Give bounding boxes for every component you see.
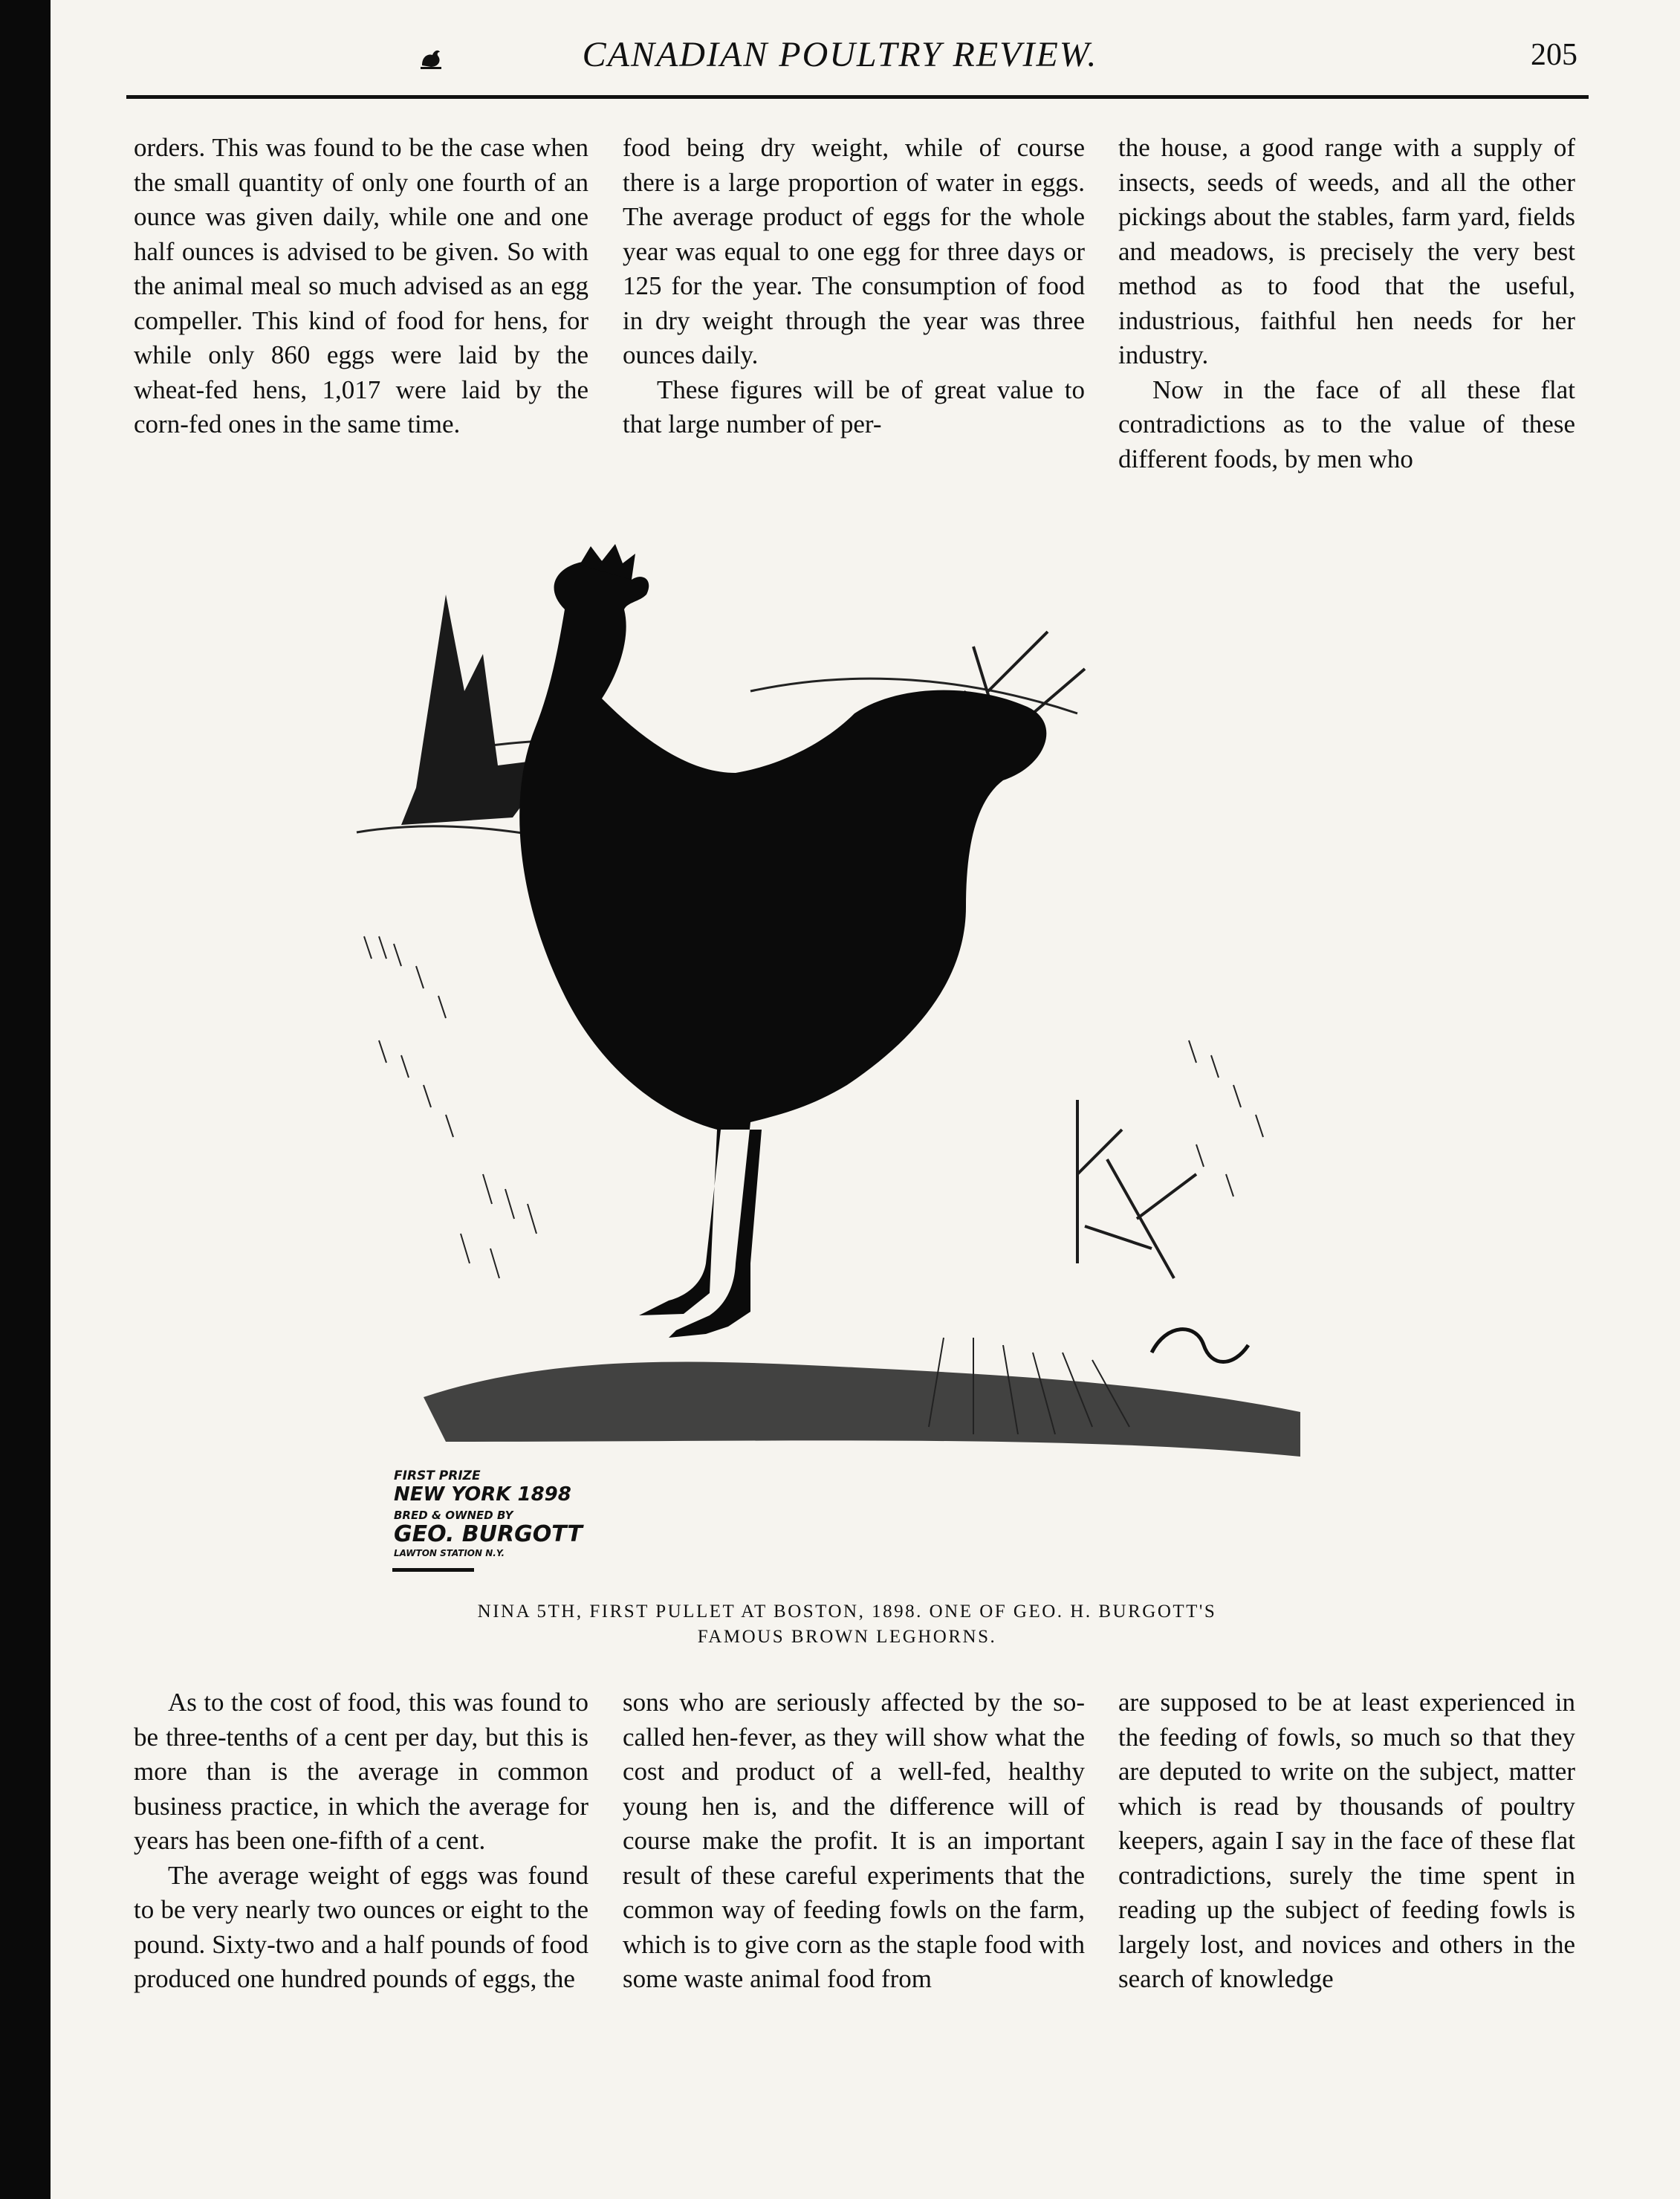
paragraph: orders. This was found to be the case when the small quantity of only one fourth of an ounce was given daily, while one and one half ounces is advised to be given. So with the animal meal so much advised as an egg compeller. This kind of food for hens, for while only 860 eggs were laid by the wheat-fed hens, 1,017 were laid by the corn-fed ones in the same time.: [134, 133, 588, 438]
header-rule: [126, 95, 1589, 99]
paragraph: food being dry weight, while of course there is a large proportion of water in eggs. The average product of eggs for the whole year was equal to one egg for three days or 125 for the year. The consumption of food in dry weight through the year was three ounces daily.: [623, 133, 1085, 369]
caption-line: NINA 5TH, FIRST PULLET AT BOSTON, 1898. ONE OF GEO. H. BURGOTT'S: [477, 1602, 1217, 1622]
brown-leghorn-engraving: [334, 520, 1360, 1575]
paragraph: sons who are seriously affected by the so-called hen-fever, as they will show what the cost and product of a well-fed, healthy young hen is, and the difference will of course make the profit. It is an important result of these careful experiments that the common way of feeding fowls on the farm, which is to give corn as the staple food with some waste animal food from: [623, 1688, 1085, 1993]
paragraph: the house, a good range with a supply of insects, seeds of weeds, and all the other pickings about the stables, farm yard, fields and meadows, is precisely the very best method as to food that the useful, industrious, faithful hen needs for her industry.: [1118, 133, 1575, 369]
paragraph: As to the cost of food, this was found to be three-tenths of a cent per day, but this is more than is the average in common business practice, in which the average for years has been one-fifth of a cent.: [134, 1688, 588, 1855]
credit-owner-name: GEO. BURGOTT: [394, 1521, 583, 1547]
running-head-title: CANADIAN POULTRY REVIEW.: [582, 35, 1098, 74]
bottom-column-1: [134, 1685, 588, 1997]
paragraph: The average weight of eggs was found to be very nearly two ounces or eight to the pound. Sixty-two and a half pounds of food produced one hundred pounds of eggs, the: [134, 1860, 588, 1993]
credit-bred-owned: BRED & OWNED BY: [394, 1509, 513, 1522]
bottom-column-2: [623, 1685, 1085, 1997]
figure-caption: [334, 1599, 1360, 1650]
paragraph: are supposed to be at least experienced in the feeding of fowls, so much so that they are deputed to write on the subject, matter which is read by thousands of poultry keepers, again I say in the face of these flat contradictions, surely the time spent in reading up the subject of feeding fowls is largely lost, and novices and others in the search of knowledge: [1118, 1688, 1575, 1993]
ground: [424, 1361, 1300, 1457]
top-column-1: [134, 131, 588, 442]
paragraph: Now in the face of all these flat contradictions as to the value of these different foods, by men who: [1118, 375, 1575, 473]
credit-location: LAWTON STATION N.Y.: [394, 1548, 505, 1558]
top-column-3: [1118, 131, 1575, 476]
binding-edge: [0, 0, 51, 2199]
top-column-2: [623, 131, 1085, 442]
hen-silhouette: [519, 560, 1046, 1338]
credit-first-prize: FIRST PRIZE: [394, 1468, 481, 1483]
caption-line: FAMOUS BROWN LEGHORNS.: [697, 1627, 997, 1647]
page-number: 205: [1531, 38, 1577, 72]
bottom-column-3: [1118, 1685, 1575, 1997]
paragraph: These figures will be of great value to that large number of per-: [623, 375, 1085, 438]
credit-rule: [392, 1568, 474, 1572]
credit-new-york: NEW YORK 1898: [394, 1483, 571, 1506]
